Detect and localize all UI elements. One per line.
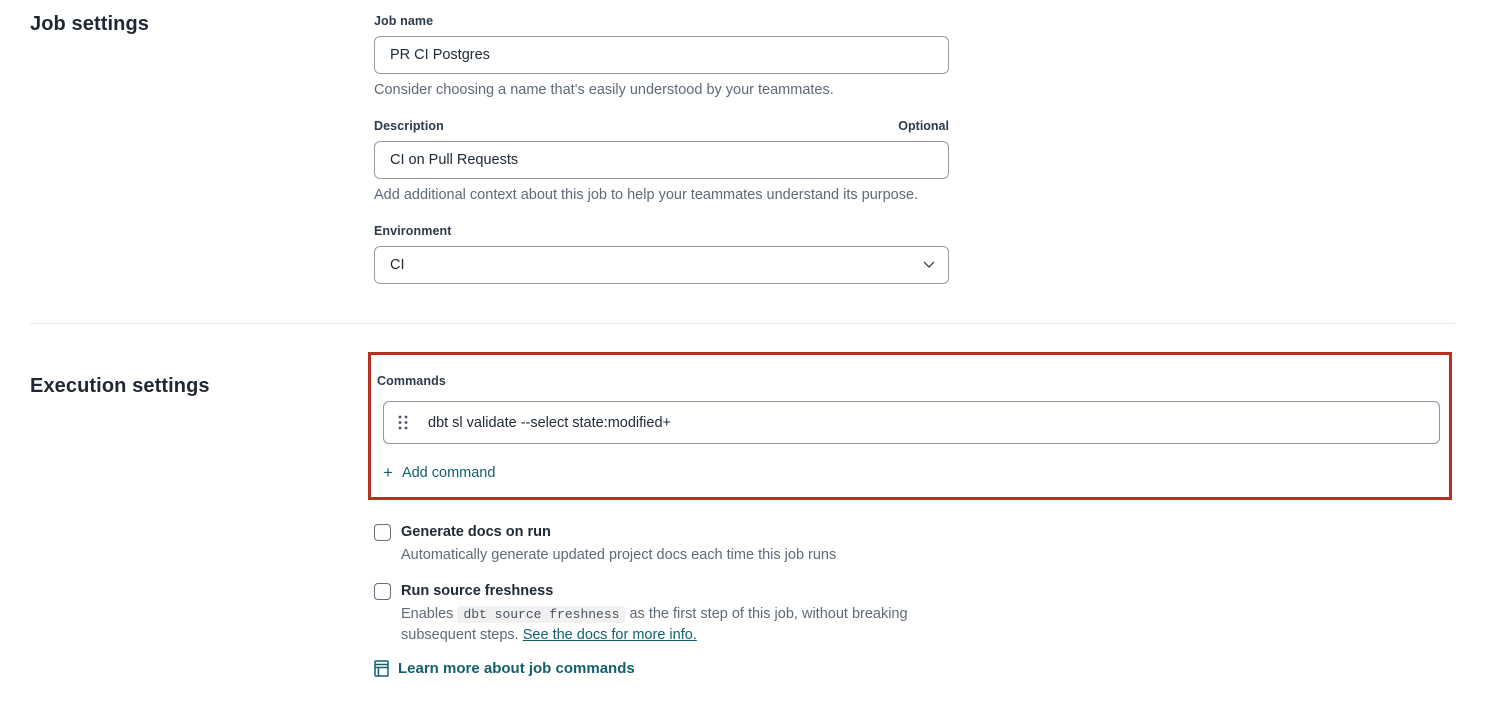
see-docs-link[interactable]: See the docs for more info. [522, 627, 697, 643]
source-freshness-label[interactable]: Run source freshness [401, 583, 554, 599]
generate-docs-text [401, 523, 938, 565]
command-row[interactable] [383, 401, 1440, 444]
job-settings-heading: Job settings [30, 13, 149, 35]
execution-options [374, 523, 954, 662]
learn-more-link[interactable] [374, 660, 635, 677]
job-name-helper: Consider choosing a name that's easily understood by your teammates. [374, 82, 834, 98]
learn-more-label: Learn more about job commands [398, 660, 635, 677]
description-field-group [374, 119, 949, 203]
job-settings-form [374, 14, 949, 305]
description-input[interactable] [374, 141, 949, 179]
source-freshness-checkbox[interactable] [374, 583, 391, 600]
optional-tag: Optional [898, 119, 949, 133]
environment-field-group [374, 224, 949, 284]
drag-handle-icon[interactable] [398, 415, 408, 430]
source-freshness-code-snippet: dbt source freshness [457, 606, 625, 623]
job-name-label-row [374, 14, 949, 28]
generate-docs-label[interactable]: Generate docs on run [401, 524, 551, 540]
description-helper: Add additional context about this job to help your teammates understand its purpose. [374, 187, 919, 203]
environment-label: Environment [374, 224, 452, 238]
description-label: Description [374, 119, 444, 133]
commands-section-highlight [368, 352, 1452, 500]
source-freshness-desc-before: Enables [401, 606, 458, 622]
job-name-field-group [374, 14, 949, 98]
job-name-input[interactable] [374, 36, 949, 74]
generate-docs-checkbox[interactable] [374, 524, 391, 541]
plus-icon: + [383, 463, 393, 482]
generate-docs-row [374, 523, 954, 565]
description-label-row [374, 119, 949, 133]
generate-docs-description: Automatically generate updated project docs each time this job runs [401, 547, 837, 563]
section-divider [30, 323, 1455, 324]
environment-label-row [374, 224, 949, 238]
source-freshness-description [401, 604, 938, 645]
environment-selected-value: CI [390, 257, 405, 273]
commands-label: Commands [377, 374, 446, 388]
environment-select[interactable] [374, 246, 949, 284]
source-freshness-desc-after: as the first step of this job, without breaking subsequent steps. [401, 606, 908, 643]
chevron-down-icon [923, 261, 935, 269]
command-input[interactable]: dbt sl validate --select state:modified+ [428, 414, 671, 431]
add-command-label: Add command [401, 464, 496, 481]
job-name-label: Job name [374, 14, 434, 28]
book-icon [374, 660, 389, 677]
source-freshness-row [374, 582, 954, 645]
add-command-button[interactable] [383, 464, 495, 481]
execution-settings-heading: Execution settings [30, 375, 210, 397]
source-freshness-text [401, 582, 938, 645]
